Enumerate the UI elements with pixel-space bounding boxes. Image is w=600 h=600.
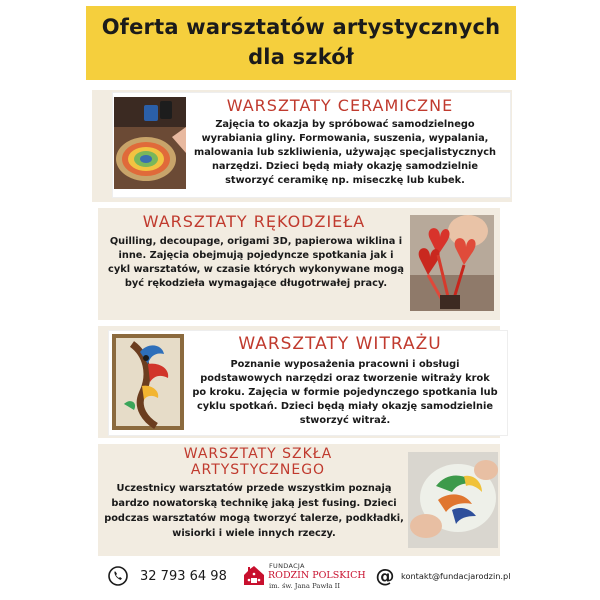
title-line-2: dla szkół xyxy=(248,45,354,69)
section-ceramics-title: WARSZTATY CERAMICZNE xyxy=(226,96,454,115)
title-line-1: Oferta warsztatów artystycznych xyxy=(101,15,501,39)
section-art-glass-title-line-2: ARTYSTYCZNEGO xyxy=(190,462,326,478)
section-stained-glass-body: Poznanie wyposażenia pracowni i obsługi podstawowych narzędzi oraz tworzenie witraży krok po kroku. Zajęcia w formie pojedynczego spotkania lub cyklu spotkań. Dzieci będą miały okazję samodzielnie stworzyć witraż. xyxy=(192,359,498,426)
phone-contact[interactable] xyxy=(108,565,227,587)
section-handicraft-title: WARSZTATY RĘKODZIEŁA xyxy=(142,212,366,231)
phone-icon xyxy=(108,566,128,586)
email-contact[interactable] xyxy=(375,565,511,587)
at-sign-icon: @ xyxy=(375,565,395,587)
stained-glass-photo xyxy=(112,334,184,430)
section-art-glass-title xyxy=(140,446,376,478)
logo-sub-text: im. św. Jana Pawła II xyxy=(269,582,341,590)
handicraft-photo xyxy=(410,215,494,311)
ceramics-photo xyxy=(114,97,186,189)
email-address: kontakt@fundacjarodzin.pl xyxy=(401,571,511,581)
section-ceramics-body: Zajęcia to okazja by spróbować samodzielnego wyrabiania gliny. Formowania, suszenia, wypalania, malowania lub szkliwienia, używając specjalistycznych narzędzi. Dzieci będą miały okazję samodzielnie stworzyć ceramikę np. miseczkę lub kubek. xyxy=(193,119,497,186)
phone-number: 32 793 64 98 xyxy=(140,568,227,584)
section-stained-glass-title: WARSZTATY WITRAŻU xyxy=(238,334,442,354)
foundation-logo-icon xyxy=(243,565,265,587)
section-handicraft-body: Quilling, decoupage, origami 3D, papierowa wiklina i inne. Zajęcia obejmują pojedyncze spotkania jak i cykl warsztatów, w czasie których wykonywane mogą być rękodzieła wymagające długotrwałej pracy. xyxy=(108,236,404,289)
art-glass-photo xyxy=(408,452,498,548)
page-title xyxy=(86,12,516,72)
section-art-glass-title-line-1: WARSZTATY SZKŁA xyxy=(183,446,333,462)
section-art-glass-body: Uczestnicy warsztatów przede wszystkim poznają bardzo nowatorską technikę jaką jest fusing. Dzieci podczas warsztatów mogą tworzyć talerze, podkładki, wisiorki i wiele innych rzeczy. xyxy=(104,483,404,539)
foundation-logo[interactable] xyxy=(243,561,373,593)
logo-top-text: FUNDACJA xyxy=(269,562,305,570)
logo-name-text: RODZIN POLSKICH xyxy=(268,570,366,581)
